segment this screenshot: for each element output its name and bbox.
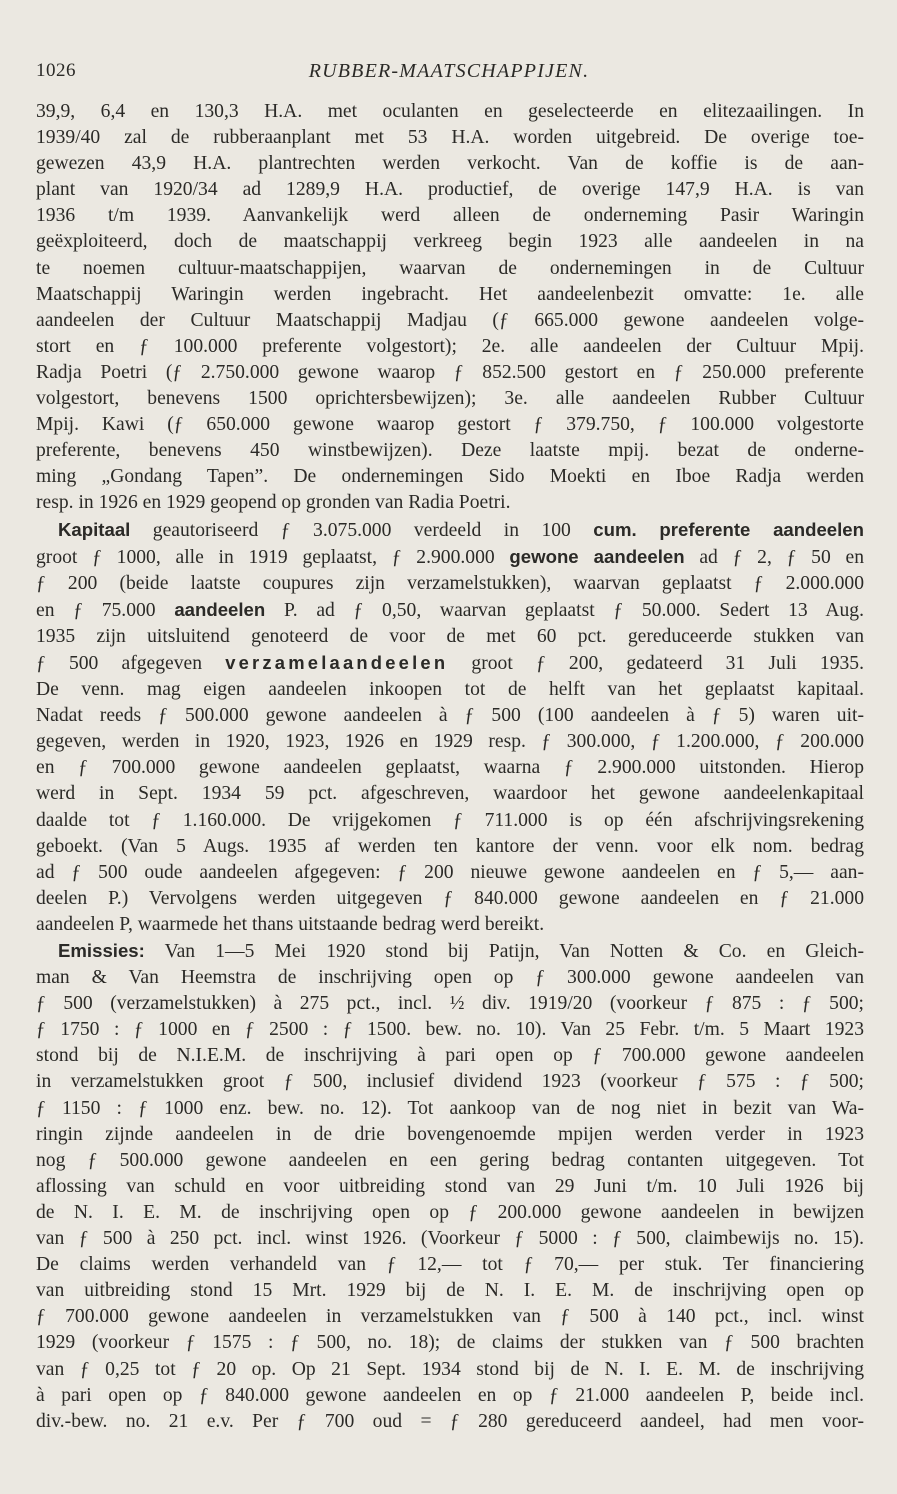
text-line: volgestort, benevens 1500 oprichtersbewijzen); 3e. alle aandeelen Rubber Cultuur: [36, 388, 864, 410]
emissies-line: à pari open op ƒ 840.000 gewone aandeelen en op ƒ 21.000 aandeelen P, beide incl.: [36, 1384, 864, 1406]
emissies-line: 1929 (voorkeur ƒ 1575 : ƒ 500, no. 18); de claims der stukken van ƒ 500 brachten: [36, 1332, 864, 1354]
heading-emissies: Emissies:: [58, 940, 145, 961]
emissies-line: de N. I. E. M. de inschrijving open op ƒ 200.000 gewone aandeelen in bewijzen: [36, 1201, 864, 1223]
text-line: 1936 t/m 1939. Aanvankelijk werd alleen de onderneming Pasir Waringin: [36, 205, 864, 227]
running-title: RUBBER-MAATSCHAPPIJEN.: [308, 60, 590, 82]
body-text: [36, 99, 864, 1435]
kapitaal-line: daalde tot ƒ 1.160.000. De vrijgekomen ƒ 711.000 is op één afschrijvingsrekening: [36, 809, 864, 831]
kapitaal-line: Nadat reeds ƒ 500.000 gewone aandeelen à ƒ 500 (100 aandeelen à ƒ 5) waren uit-: [36, 705, 864, 727]
kapitaal-line: aandeelen P, waarmede het thans uitstaande bedrag werd bereikt.: [36, 913, 545, 935]
emissies-line: in verzamelstukken groot ƒ 500, inclusief dividend 1923 (voorkeur ƒ 575 : ƒ 500;: [36, 1071, 864, 1093]
emissies-line: van uitbreiding stond 15 Mrt. 1929 bij de N. I. E. M. de inschrijving open op: [36, 1280, 864, 1302]
kapitaal-line: groot ƒ 1000, alle in 1919 geplaatst, ƒ 2.900.000 gewone aandeelen ad ƒ 2, ƒ 50 en: [36, 545, 864, 568]
emissies-line: De claims werden verhandeld van ƒ 12,— tot ƒ 70,— per stuk. Ter financiering: [36, 1254, 864, 1276]
text-line: Mpij. Kawi (ƒ 650.000 gewone waarop gestort ƒ 379.750, ƒ 100.000 volgestorte: [36, 414, 864, 436]
text-line: geëxploiteerd, doch de maatschappij verkreeg begin 1923 alle aandeelen in na: [36, 231, 864, 253]
kapitaal-line: ad ƒ 500 oude aandeelen afgegeven: ƒ 200 nieuwe gewone aandeelen en ƒ 5,— aan-: [36, 861, 864, 883]
heading-kapitaal: Kapitaal: [58, 518, 131, 540]
kapitaal-line: werd in Sept. 1934 59 pct. afgeschreven, waardoor het gewone aandeelenkapitaal: [36, 783, 864, 805]
kapitaal-line: geboekt. (Van 5 Augs. 1935 af werden ten kantore der venn. voor elk nom. bedrag: [36, 835, 864, 857]
text-line: aandeelen der Cultuur Maatschappij Madjau (ƒ 665.000 gewone aandeelen volge-: [36, 309, 864, 331]
text-line: plant van 1920/34 ad 1289,9 H.A. productief, de overige 147,9 H.A. is van: [36, 179, 864, 201]
text-line: te noemen cultuur-maatschappijen, waarvan de ondernemingen in de Cultuur: [36, 257, 864, 279]
kapitaal-line: ƒ 200 (beide laatste coupures zijn verzamelstukken), waarvan geplaatst ƒ 2.000.000: [36, 572, 864, 594]
emissies-line: ƒ 500 (verzamelstukken) à 275 pct., incl. ½ div. 1919/20 (voorkeur ƒ 875 : ƒ 500;: [36, 993, 864, 1015]
kapitaal-line: en ƒ 700.000 gewone aandeelen geplaatst, waarna ƒ 2.900.000 uitstonden. Hierop: [36, 757, 864, 779]
emissies-line: nog ƒ 500.000 gewone aandeelen en een gering bedrag contanten uitgegeven. Tot: [36, 1149, 864, 1171]
kapitaal-line: gegeven, werden in 1920, 1923, 1926 en 1929 resp. ƒ 300.000, ƒ 1.200.000, ƒ 200.000: [36, 731, 864, 753]
text-line: resp. in 1926 en 1929 geopend op gronden van Radia Poetri.: [36, 492, 511, 514]
text-line: Radja Poetri (ƒ 2.750.000 gewone waarop ƒ 852.500 gestort en ƒ 250.000 preferente: [36, 361, 864, 383]
kapitaal-line: deelen P.) Vervolgens werden uitgegeven ƒ 840.000 gewone aandeelen en ƒ 21.000: [36, 887, 864, 909]
page-number: 1026: [36, 60, 76, 81]
text-line: 1939/40 zal de rubberaanplant met 53 H.A. worden uitgebreid. De overige toe-: [36, 127, 864, 149]
emissies-line: ƒ 1750 : ƒ 1000 en ƒ 2500 : ƒ 1500. bew. no. 10). Van 25 Febr. t/m. 5 Maart 1923: [36, 1019, 864, 1041]
kapitaal-line: 1935 zijn uitsluitend genoteerd de voor de met 60 pct. gereduceerde stukken van: [36, 625, 864, 647]
emissies-line: aflossing van schuld en voor uitbreiding stond van 29 Juni t/m. 10 Juli 1926 bij: [36, 1175, 864, 1197]
page-header: [36, 60, 862, 90]
kapitaal-line: De venn. mag eigen aandeelen inkoopen tot de helft van het geplaatst kapitaal.: [36, 679, 864, 701]
text-line: preferente, benevens 450 winstbewijzen). Deze laatste mpij. bezat de onderne-: [36, 440, 864, 462]
kapitaal-line: Kapitaal geautoriseerd ƒ 3.075.000 verdeeld in 100 cum. preferente aandeelen: [58, 518, 865, 541]
emissies-line: div.-bew. no. 21 e.v. Per ƒ 700 oud = ƒ 280 gereduceerd aandeel, had men voor-: [36, 1410, 864, 1432]
kapitaal-line: ƒ 500 afgegeven verzamelaandeelen groot ƒ 200, gedateerd 31 Juli 1935.: [36, 651, 864, 674]
text-line: ming „Gondang Tapen”. De ondernemingen Sido Moekti en Iboe Radja werden: [36, 466, 864, 488]
text-line: stort en ƒ 100.000 preferente volgestort); 2e. alle aandeelen der Cultuur Mpij.: [36, 335, 864, 357]
text-line: gewezen 43,9 H.A. plantrechten werden verkocht. Van de koffie is de aan-: [36, 153, 864, 175]
emissies-line: stond bij de N.I.E.M. de inschrijving à pari open op ƒ 700.000 gewone aandeelen: [36, 1045, 864, 1067]
emissies-line: ƒ 1150 : ƒ 1000 enz. bew. no. 12). Tot aankoop van de nog niet in bezit van Wa-: [36, 1097, 864, 1119]
text-line: Maatschappij Waringin werden ingebracht. Het aandeelenbezit omvatte: 1e. alle: [36, 283, 864, 305]
emissies-line: ƒ 700.000 gewone aandeelen in verzamelstukken van ƒ 500 à 140 pct., incl. winst: [36, 1306, 864, 1328]
emissies-line: man & Van Heemstra de inschrijving open op ƒ 300.000 gewone aandeelen van: [36, 967, 864, 989]
emissies-line: ringin zijnde aandeelen in de drie bovengenoemde mpijen werden verder in 1923: [36, 1123, 864, 1145]
kapitaal-line: en ƒ 75.000 aandeelen P. ad ƒ 0,50, waarvan geplaatst ƒ 50.000. Sedert 13 Aug.: [36, 598, 864, 621]
emissies-line: Emissies: Van 1—5 Mei 1920 stond bij Patijn, Van Notten & Co. en Gleich-: [58, 940, 864, 962]
emissies-line: van ƒ 0,25 tot ƒ 20 op. Op 21 Sept. 1934 stond bij de N. I. E. M. de inschrijving: [36, 1358, 864, 1380]
text-line: 39,9, 6,4 en 130,3 H.A. met oculanten en geselecteerde en elitezaailingen. In: [36, 101, 864, 122]
emissies-line: van ƒ 500 à 250 pct. incl. winst 1926. (Voorkeur ƒ 5000 : ƒ 500, claimbewijs no. 15).: [36, 1228, 864, 1250]
